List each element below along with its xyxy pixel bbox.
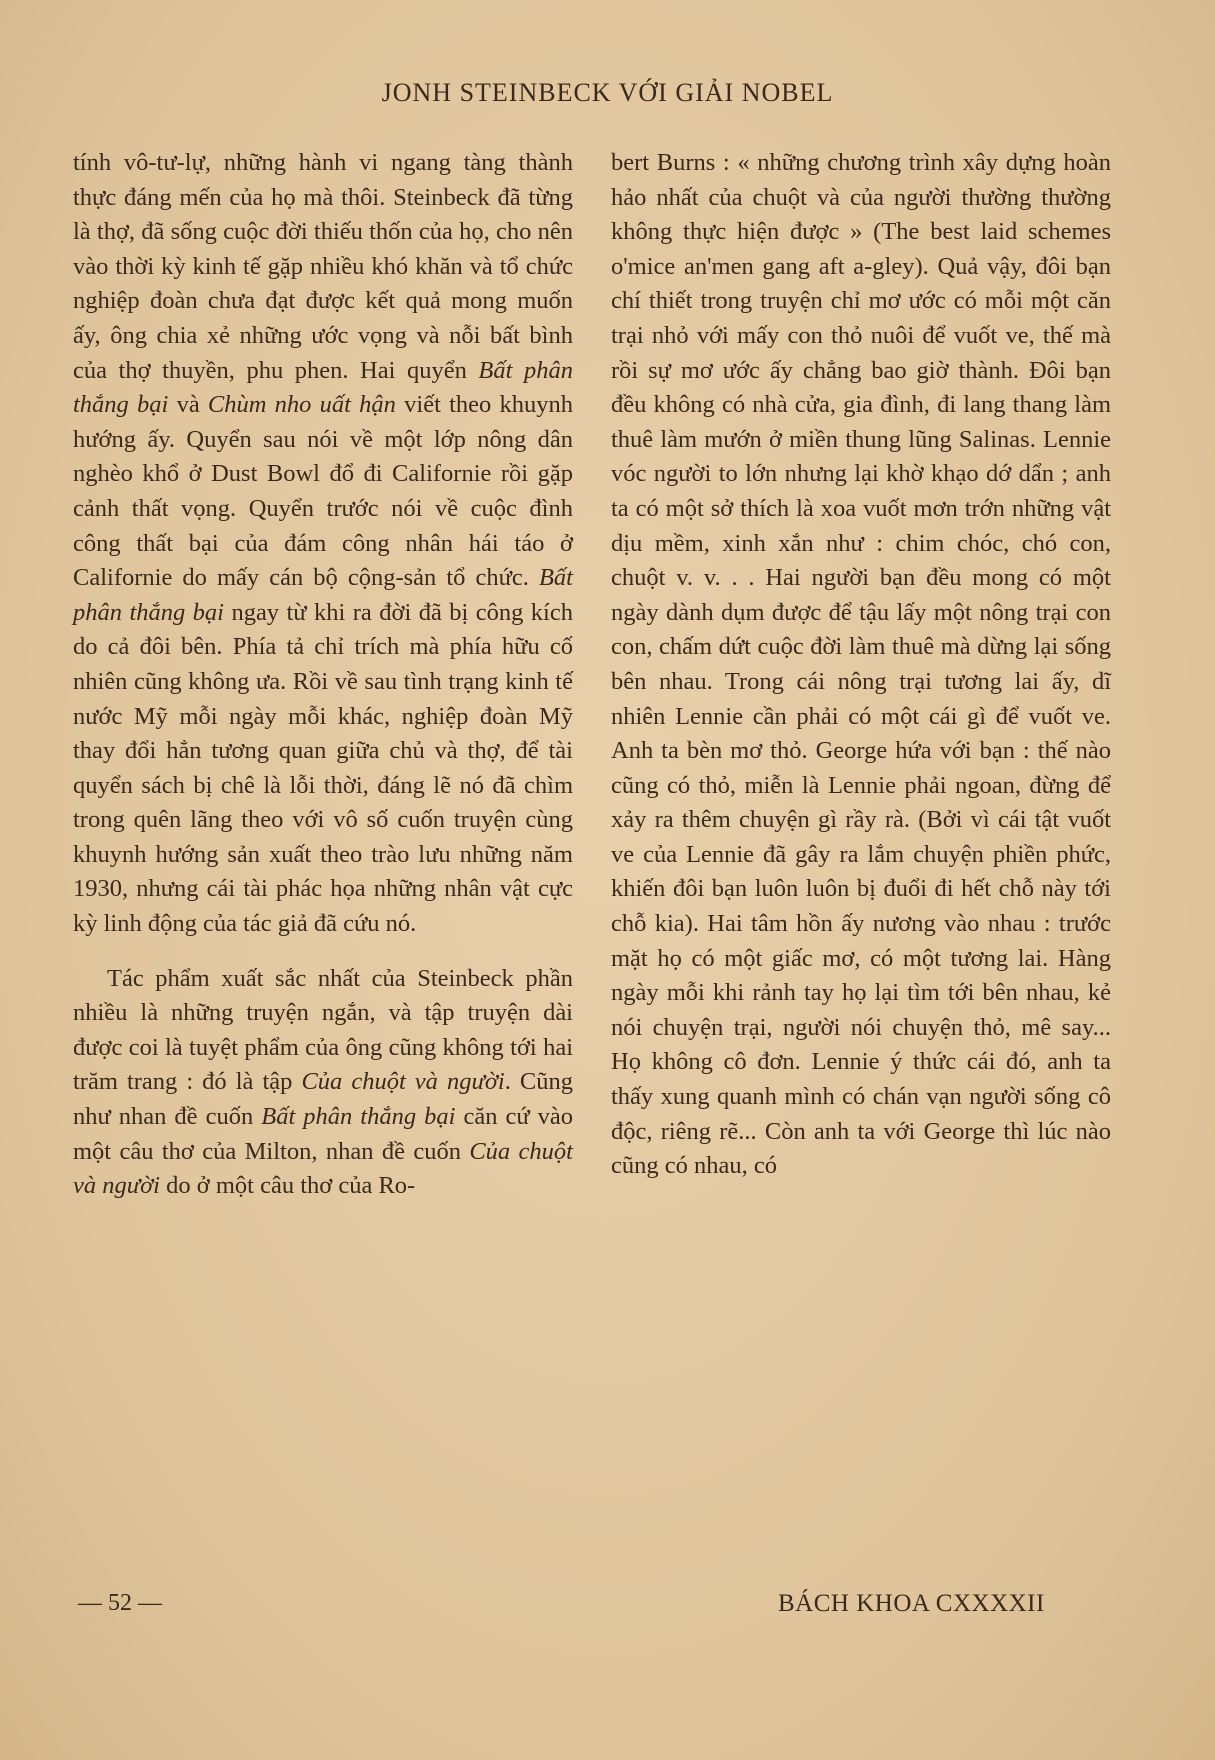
book-title: Của chuột và người xyxy=(301,1068,505,1096)
text-run: tính vô-tư-lự, những hành vi ngang tàng thành thực đáng mến của họ mà thôi. Steinbeck đã từng là thợ, đã sống cuộc đời thiếu thốn của họ, cho nên vào thời kỳ kinh tế gặp nhiều khó khăn và tổ chức nghiệp đoàn chưa đạt được kết quả mong muốn ấy, ông chia xẻ những ước vọng và nỗi bất bình của thợ thuyền, phu phen. Hai quyển xyxy=(73,149,573,384)
book-title: Chùm nho uất hận xyxy=(207,391,396,419)
text-run: và xyxy=(168,391,208,419)
paragraph xyxy=(73,146,573,942)
running-header: JONH STEINBECK VỚI GIẢI NOBEL xyxy=(381,78,834,107)
text-run: ngay từ khi ra đời đã bị công kích do cả đôi bên. Phía tả chỉ trích mà phía hữu cố nhiên cũng không ưa. Rồi về sau tình trạng kinh tế nước Mỹ mỗi ngày mỗi khác, nghiệp đoàn Mỹ thay đổi hẳn tương quan giữa chủ và thợ, để tài quyển sách bị chê là lỗi thời, đáng lẽ nó đã chìm trong quên lãng theo với vô số cuốn truyện cùng khuynh hướng sản xuất theo trào lưu những năm 1930, nhưng cái tài phác họa những nhân vật cực kỳ linh động của tác giả đã cứu nó. xyxy=(73,598,573,938)
book-title: Bất phân thắng bại xyxy=(73,564,573,626)
page-number: — 52 — xyxy=(78,1590,162,1616)
text-run: . Cũng như nhan đề cuốn xyxy=(73,1068,573,1131)
book-title: Bất phân thắng bại xyxy=(73,356,573,419)
text-run: Tác phẩm xuất sắc nhất của Steinbeck phần nhiều là những truyện ngắn, và tập truyện dài được coi là tuyệt phẩm của ông cũng không tới hai trăm trang : đó là tập xyxy=(73,964,573,1096)
text-run: do ở một câu thơ của Ro- xyxy=(160,1172,416,1200)
magazine-issue: BÁCH KHOA CXXXXII xyxy=(778,1590,1045,1617)
left-column xyxy=(73,146,573,1204)
paragraph xyxy=(73,962,573,1204)
paragraph: bert Burns : « những chương trình xây dựng hoàn hảo nhất của chuột và của người thường thường không thực hiện được » (The best laid schemes o'mice an'men gang aft a-gley). Quả vậy, đôi bạn chí thiết trong truyện chỉ mơ ước có mỗi một căn trại nhỏ với mấy con thỏ nuôi để vuốt ve, thế mà rồi sự mơ ước ấy chẳng bao giờ thành. Đôi bạn đều không có nhà cửa, gia đình, đi lang thang làm thuê làm mướn ở miền thung lũng Salinas. Lennie vóc người to lớn nhưng lại khờ khạo dớ dẩn ; anh ta có một sở thích là xoa vuốt mơn trớn những vật dịu mềm, xinh xắn như : chim chóc, chó con, chuột v. v. . . Hai người bạn đều mong có một ngày dành dụm được để tậu lấy một nông trại con con, chấm dứt cuộc đời làm thuê mà dừng lại sống bên nhau. Trong cái nông trại tương lai ấy, dĩ nhiên Lennie cần phải có một cái gì để vuốt ve. Anh ta bèn mơ thỏ. George hứa với bạn : thế nào cũng có thỏ, miễn là Lennie phải ngoan, đừng để xảy ra thêm chuyện gì rầy rà. (Bởi vì cái tật vuốt ve của Lennie đã gây ra lắm chuyện phiền phức, khiến đôi bạn luôn luôn bị đuổi đi hết chỗ này tới chỗ kia). Hai tâm hồn ấy nương vào nhau : trước mặt họ có một giấc mơ, có một tương lai. Hàng ngày mỗi khi rảnh tay họ lại tìm tới bên nhau, kẻ nói chuyện trại, người nói chuyện thỏ, mê say... Họ không cô đơn. Lennie ý thức cái đó, anh ta thấy xung quanh mình có chán vạn người sống cô độc, riêng rẽ... Còn anh ta với George thì lúc nào cũng có nhau, có xyxy=(611,149,1111,1180)
text-run: viết theo khuynh hướng ấy. Quyển sau nói về một lớp nông dân nghèo khổ ở Dust Bowl đổ đi Californie rồi gặp cảnh thất vọng. Quyển trước nói về cuộc đình công thất bại của đám công nhân hái táo ở Californie do mấy cán bộ cộng-sản tổ chức. xyxy=(73,391,574,592)
book-title: Bất phân thắng bại xyxy=(261,1103,456,1131)
book-title: Của chuột và người xyxy=(73,1137,573,1200)
text-run: căn cứ vào một câu thơ của Milton, nhan đề cuốn xyxy=(73,1103,574,1165)
right-column xyxy=(611,146,1111,1184)
